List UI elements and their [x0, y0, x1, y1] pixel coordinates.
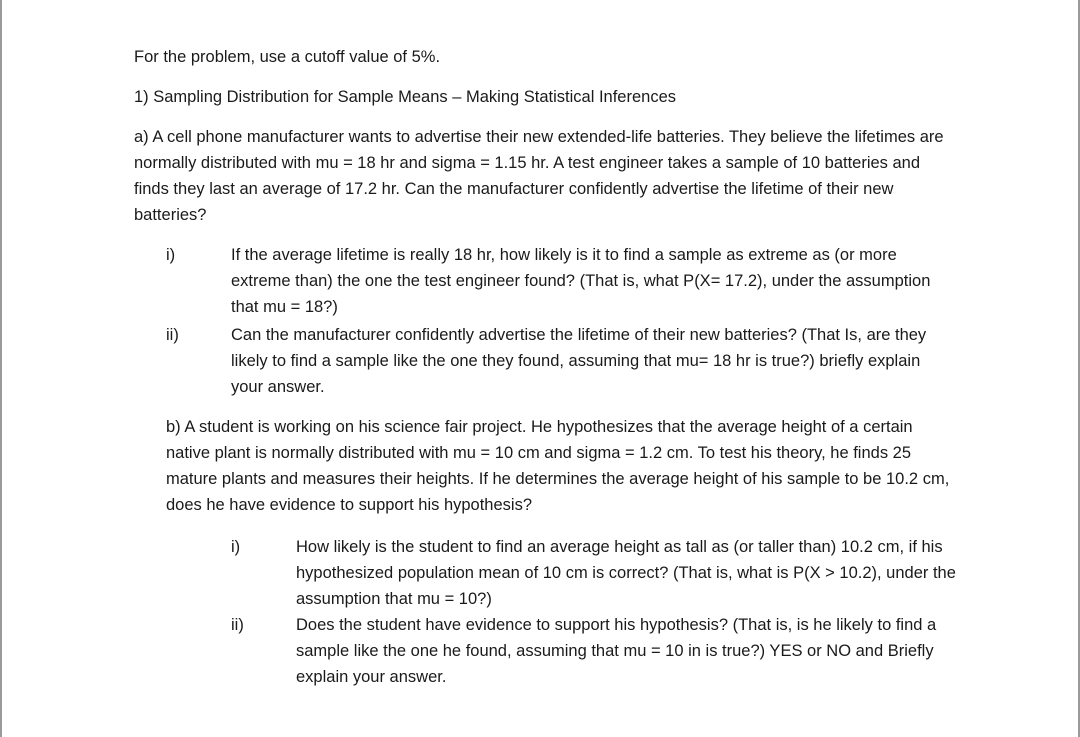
- part-b-item-ii-number: ii): [231, 616, 244, 634]
- part-a-item-ii-number: ii): [166, 326, 179, 344]
- part-b-item-i-text: How likely is the student to find an average height as tall as (or taller than) 10.2 cm, if his hypothesized population mean of 10 cm is correct? (That is, what is P(X > 10.2), under the assumption that mu = 10?): [296, 538, 956, 608]
- part-b-item-i-number: i): [231, 538, 241, 556]
- part-b-question: b) A student is working on his science fair project. He hypothesizes that the average height of a certain native plant is normally distributed with mu = 10 cm and sigma = 1.2 cm. To test his theory, he finds 25 mature plants and measures their heights. If he determines the average height of his sample to be 10.2 cm, does he have evidence to support his hypothesis?: [166, 418, 950, 514]
- part-a-item-ii-text: Can the manufacturer confidently advertise the lifetime of their new batteries? (That Is, are they likely to find a sample like the one they found, assuming that mu= 18 hr is true?) briefly explain your answer.: [231, 326, 927, 396]
- part-a-question: a) A cell phone manufacturer wants to advertise their new extended-life batteries. They believe the lifetimes are normally distributed with mu = 18 hr and sigma = 1.15 hr. A test engineer takes a sample of 10 batteries and finds they last an average of 17.2 hr. Can the manufacturer confidently advertise the lifetime of their new batteries?: [134, 128, 944, 224]
- section-title: 1) Sampling Distribution for Sample Means – Making Statistical Inferences: [134, 88, 676, 106]
- part-a-item-i-text: If the average lifetime is really 18 hr, how likely is it to find a sample as extreme as (or more extreme than) the one the test engineer found? (That is, what P(X= 17.2), under the assumption that mu = 18?): [231, 246, 931, 316]
- part-a-item-i-number: i): [166, 246, 176, 264]
- intro-text: For the problem, use a cutoff value of 5%.: [134, 48, 441, 66]
- part-b-item-ii-text: Does the student have evidence to support his hypothesis? (That is, is he likely to find a sample like the one he found, assuming that mu = 10 in is true?) YES or NO and Briefly explain your answer.: [296, 616, 937, 686]
